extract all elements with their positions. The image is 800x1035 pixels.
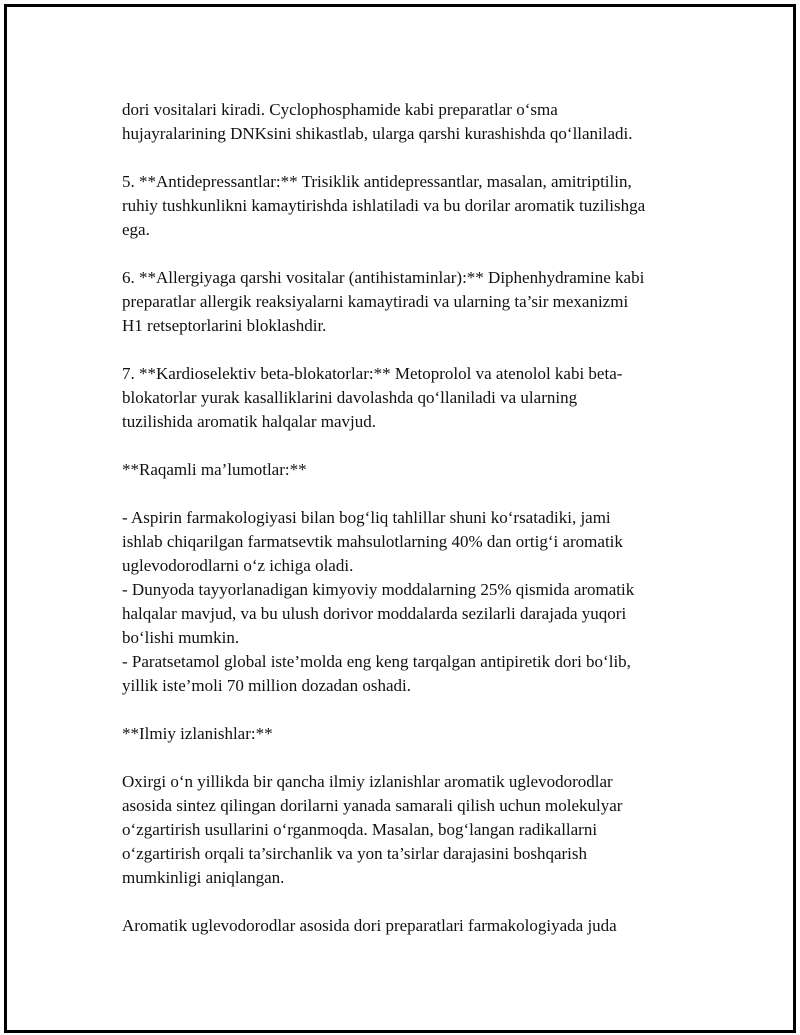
text-line: ishlab chiqarilgan farmatsevtik mahsulotlarning 40% dan ortig‘i aromatik (122, 532, 623, 551)
statistics-list (122, 506, 722, 698)
text-line: 6. **Allergiyaga qarshi vositalar (antihistaminlar):** Diphenhydramine kabi (122, 268, 645, 287)
text-line: blokatorlar yurak kasalliklarini davolashda qo‘llaniladi va ularning (122, 388, 578, 407)
section-heading-research (122, 722, 722, 746)
text-line: tuzilishida aromatik halqalar mavjud. (122, 412, 376, 431)
text-line: 5. **Antidepressantlar:** Trisiklik antidepressantlar, masalan, amitriptilin, (122, 172, 632, 191)
section-heading-statistics (122, 458, 722, 482)
text-line: asosida sintez qilingan dorilarni yanada samarali qilish uchun molekulyar (122, 796, 623, 815)
text-line: ruhiy tushkunlikni kamaytirishda ishlatiladi va bu dorilar aromatik tuzilishga (122, 196, 646, 215)
text-line: ega. (122, 220, 150, 239)
paragraph-research (122, 770, 722, 890)
text-line: - Aspirin farmakologiyasi bilan bog‘liq tahlillar shuni ko‘rsatadiki, jami (122, 508, 611, 527)
section-heading: **Raqamli ma’lumotlar:** (122, 460, 307, 479)
list-item-antihistamines (122, 266, 722, 338)
text-line: hujayralarining DNKsini shikastlab, ularga qarshi kurashishda qo‘llaniladi. (122, 124, 633, 143)
text-line: preparatlar allergik reaksiyalarni kamaytiradi va ularning ta’sir mexanizmi (122, 292, 629, 311)
text-line: mumkinligi aniqlangan. (122, 868, 285, 887)
text-line: o‘zgartirish usullarini o‘rganmoqda. Masalan, bog‘langan radikallarni (122, 820, 598, 839)
text-line: yillik iste’moli 70 million dozadan oshadi. (122, 676, 411, 695)
list-item-beta-blockers (122, 362, 722, 434)
text-line: - Paratsetamol global iste’molda eng keng tarqalgan antipiretik dori bo‘lib, (122, 652, 631, 671)
text-line: o‘zgartirish orqali ta’sirchanlik va yon ta’sirlar darajasini boshqarish (122, 844, 588, 863)
text-line: dori vositalari kiradi. Cyclophosphamide kabi preparatlar o‘sma (122, 100, 558, 119)
text-line: Aromatik uglevodorodlar asosida dori preparatlari farmakologiyada juda (122, 916, 617, 935)
text-line: bo‘lishi mumkin. (122, 628, 240, 647)
text-line: 7. **Kardioselektiv beta-blokatorlar:** Metoprolol va atenolol kabi beta- (122, 364, 623, 383)
text-line: uglevodorodlarni o‘z ichiga oladi. (122, 556, 354, 575)
list-item-antidepressants (122, 170, 722, 242)
text-line: Oxirgi o‘n yillikda bir qancha ilmiy izlanishlar aromatik uglevodorodlar (122, 772, 613, 791)
paragraph-intro-continuation (122, 98, 722, 146)
section-heading: **Ilmiy izlanishlar:** (122, 724, 273, 743)
text-line: - Dunyoda tayyorlanadigan kimyoviy moddalarning 25% qismida aromatik (122, 580, 635, 599)
document-body (122, 98, 722, 962)
document-page (4, 4, 796, 1033)
paragraph-conclusion (122, 914, 722, 938)
text-line: halqalar mavjud, va bu ulush dorivor moddalarda sezilarli darajada yuqori (122, 604, 627, 623)
text-line: H1 retseptorlarini bloklashdir. (122, 316, 327, 335)
